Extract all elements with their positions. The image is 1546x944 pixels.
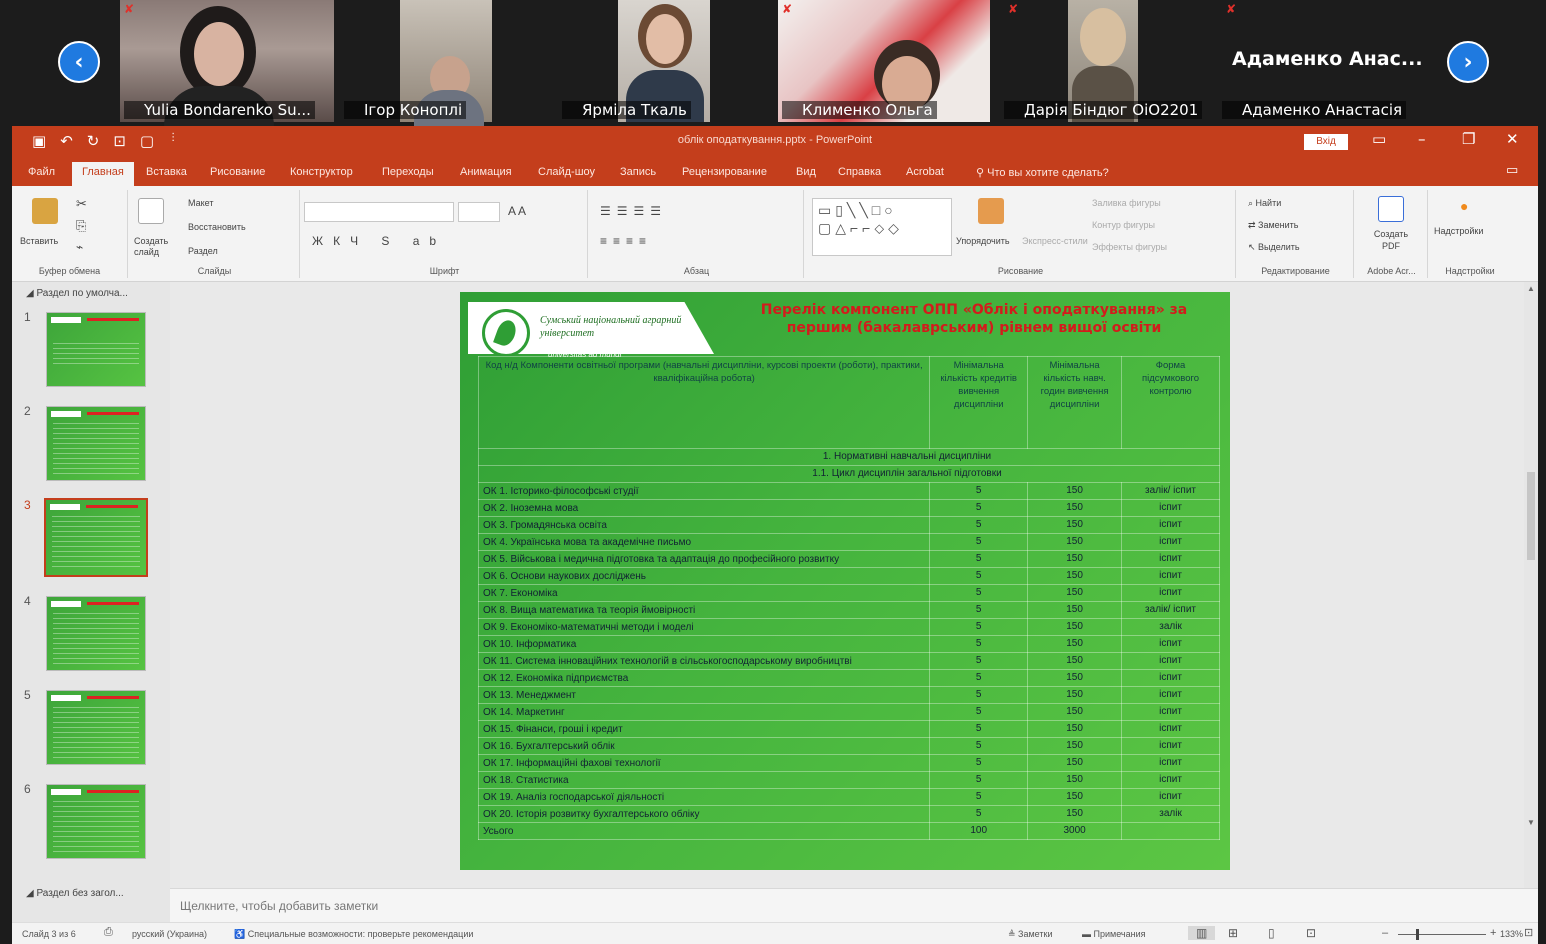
credits-cell: 5 <box>930 619 1028 636</box>
thumbnail-number: 6 <box>24 782 31 796</box>
control-cell: іспит <box>1122 738 1220 755</box>
slide-thumbnail[interactable] <box>46 406 146 481</box>
scroll-thumb[interactable] <box>1527 472 1535 560</box>
hours-cell: 150 <box>1028 585 1122 602</box>
notes-button[interactable] <box>1008 929 1052 940</box>
header-components: Код н/д Компоненти освітньої програми (навчальні дисципліни, курсові проекти (роботи), практики, кваліфікаційна робота) <box>479 357 930 449</box>
participant-name: Yulia Bondarenko Su... <box>124 101 315 119</box>
table-row <box>479 551 1220 568</box>
muted-mic-icon: ✘ <box>782 2 793 16</box>
credits-cell: 5 <box>930 517 1028 534</box>
reset-button[interactable]: Восстановить <box>188 222 246 232</box>
addins-group-label: Надстройки <box>1445 266 1495 276</box>
hours-cell: 150 <box>1028 653 1122 670</box>
table-row <box>479 806 1220 823</box>
zoom-in-icon[interactable]: + <box>1490 927 1497 939</box>
ribbon <box>12 186 1538 282</box>
credits-cell: 5 <box>930 636 1028 653</box>
shape-fill-button[interactable]: Заливка фигуры <box>1092 198 1161 208</box>
slideshow-view-icon[interactable]: ⊡ <box>1306 926 1317 940</box>
search-icon: ⌕ <box>1248 198 1256 208</box>
credits-cell: 5 <box>930 585 1028 602</box>
participant-strip <box>0 0 1546 124</box>
control-cell: іспит <box>1122 585 1220 602</box>
tell-me-search[interactable] <box>976 166 1109 179</box>
status-bar <box>12 922 1538 944</box>
slide[interactable] <box>460 292 1230 870</box>
replace-label: Заменить <box>1258 220 1299 230</box>
normal-view-icon[interactable]: ▥ <box>1188 926 1215 940</box>
undo-icon[interactable]: ↶ <box>60 132 73 150</box>
comments-icon[interactable]: ▭ <box>1506 163 1519 178</box>
component-name: ОК 5. Військова і медична підготовка та адаптація до професійного розвитку <box>479 551 930 568</box>
tell-me-text: Что вы хотите сделать? <box>987 167 1109 179</box>
muted-mic-icon: ✘ <box>1226 2 1237 16</box>
tab-transitions[interactable]: Переходы <box>382 166 434 178</box>
paragraph-group-label: Абзац <box>683 266 710 276</box>
sign-in-button[interactable]: Вхід <box>1304 134 1348 150</box>
control-cell: залік <box>1122 619 1220 636</box>
table-row <box>479 619 1220 636</box>
format-painter-icon[interactable]: ⌁ <box>76 240 84 254</box>
collapse-icon: ◢ <box>26 888 37 899</box>
control-cell: іспит <box>1122 534 1220 551</box>
logo-motto: universitas ad mundi <box>548 350 622 359</box>
participant-label-area <box>1004 0 1204 122</box>
save-icon[interactable]: ▣ <box>32 132 47 150</box>
hours-cell: 3000 <box>1028 823 1122 840</box>
tab-help[interactable]: Справка <box>838 166 882 178</box>
language-indicator[interactable]: русский (Украина) <box>132 929 208 939</box>
thumbnail-number: 5 <box>24 688 31 702</box>
table-row <box>479 738 1220 755</box>
copy-icon[interactable]: ⎘ <box>76 218 87 233</box>
hours-cell: 150 <box>1028 551 1122 568</box>
muted-mic-icon: ✘ <box>1008 2 1019 16</box>
component-name: ОК 10. Інформатика <box>479 636 930 653</box>
scroll-up-icon[interactable]: ▲ <box>1527 284 1535 293</box>
lightbulb-icon: ⚲ <box>976 167 985 179</box>
credits-cell: 5 <box>930 483 1028 500</box>
credits-cell: 5 <box>930 721 1028 738</box>
hours-cell: 150 <box>1028 483 1122 500</box>
list-icons[interactable]: ☰☰☰☰ <box>600 204 668 218</box>
customize-icon[interactable]: ⋮ <box>168 132 179 143</box>
control-cell: іспит <box>1122 653 1220 670</box>
control-cell: іспит <box>1122 551 1220 568</box>
shapes-icons: ▢△⌐⌐⬦◇ <box>818 220 903 236</box>
hours-cell: 150 <box>1028 670 1122 687</box>
addins-icon[interactable]: ● <box>1460 198 1469 214</box>
header-hours: Мінімальна кількість навч. годин вивчення дисципліни <box>1028 357 1122 449</box>
window-title: облік оподаткування.pptx - PowerPoint <box>677 134 873 146</box>
hours-cell: 150 <box>1028 636 1122 653</box>
control-cell: іспит <box>1122 568 1220 585</box>
credits-cell: 5 <box>930 568 1028 585</box>
editing-group <box>1238 190 1354 278</box>
thumbnail-number: 4 <box>24 594 31 608</box>
tab-view[interactable]: Вид <box>796 166 816 178</box>
hours-cell: 150 <box>1028 687 1122 704</box>
select-button[interactable] <box>1248 242 1300 253</box>
cut-icon[interactable]: ✂ <box>76 196 87 211</box>
component-name: ОК 11. Система інноваційних технологій в сільськогосподарському виробництві <box>479 653 930 670</box>
table-row <box>479 517 1220 534</box>
accessibility-icon: ♿ <box>234 929 248 939</box>
quick-styles-button[interactable]: Экспресс-стили <box>1022 236 1088 246</box>
participant-tile[interactable] <box>582 0 710 122</box>
table-row <box>479 687 1220 704</box>
control-cell: іспит <box>1122 704 1220 721</box>
ribbon-display-icon[interactable]: ▭ <box>1372 130 1387 148</box>
pdf-icon[interactable] <box>1378 196 1404 222</box>
leaf-emblem-icon <box>482 309 530 357</box>
component-name: ОК 2. Іноземна мова <box>479 500 930 517</box>
logo-text: Сумський національний аграрний університет <box>540 315 682 339</box>
component-name: ОК 8. Вища математика та теорія ймовірності <box>479 602 930 619</box>
credits-cell: 5 <box>930 551 1028 568</box>
shape-effects-button[interactable]: Эффекты фигуры <box>1092 242 1168 252</box>
participant-name: Клименко Ольга <box>782 101 937 119</box>
credits-cell: 5 <box>930 755 1028 772</box>
accessibility-text: Специальные возможности: проверьте рекомендации <box>247 929 474 939</box>
hours-cell: 150 <box>1028 789 1122 806</box>
vertical-scrollbar[interactable] <box>1524 282 1538 888</box>
control-cell: залік <box>1122 806 1220 823</box>
hours-cell: 150 <box>1028 602 1122 619</box>
component-name: ОК 17. Інформаційні фахові технології <box>479 755 930 772</box>
addins-group <box>1430 190 1510 278</box>
university-logo <box>468 302 708 359</box>
slide-thumbnail[interactable] <box>46 784 146 859</box>
header-control: Форма підсумкового контролю <box>1122 357 1220 449</box>
paste-button[interactable]: Вставить <box>20 236 59 246</box>
font-size-field[interactable] <box>458 202 500 222</box>
component-name: ОК 7. Економіка <box>479 585 930 602</box>
find-label: Найти <box>1255 198 1282 208</box>
table-row <box>479 670 1220 687</box>
reading-view-icon[interactable]: ▯ <box>1268 926 1275 940</box>
shape-outline-button[interactable]: Контур фигуры <box>1092 220 1155 230</box>
font-formatting-icons[interactable]: ЖКЧ S ab <box>312 234 447 248</box>
component-name: ОК 1. Історико-філософські студії <box>479 483 930 500</box>
drawing-group <box>806 190 1236 278</box>
header-credits: Мінімальна кількість кредитів вивчення дисципліни <box>930 357 1028 449</box>
tab-acrobat[interactable]: Acrobat <box>906 166 944 178</box>
ribbon-tabs <box>12 158 1538 186</box>
credits-cell: 5 <box>930 500 1028 517</box>
table-row <box>479 721 1220 738</box>
component-name: ОК 18. Статистика <box>479 772 930 789</box>
thumbnail-number: 1 <box>24 310 31 324</box>
component-name: ОК 6. Основи наукових досліджень <box>479 568 930 585</box>
control-cell: іспит <box>1122 789 1220 806</box>
component-name: ОК 3. Громадянська освіта <box>479 517 930 534</box>
participant-name: Ярміла Ткаль <box>562 101 691 119</box>
control-cell: залік/ іспит <box>1122 483 1220 500</box>
font-name-field[interactable] <box>304 202 454 222</box>
slideshow-icon[interactable]: ⊡ <box>113 132 126 150</box>
participant-tile[interactable] <box>364 0 492 122</box>
select-label: Выделить <box>1258 242 1300 252</box>
control-cell: іспит <box>1122 721 1220 738</box>
table-row <box>479 568 1220 585</box>
slide-thumbnail-active[interactable] <box>44 498 148 577</box>
hours-cell: 150 <box>1028 772 1122 789</box>
section-header-default[interactable] <box>26 288 128 299</box>
credits-cell: 5 <box>930 534 1028 551</box>
clipboard-group-label: Буфер обмена <box>38 266 101 276</box>
hours-cell: 150 <box>1028 568 1122 585</box>
tab-slideshow[interactable]: Слайд-шоу <box>538 166 596 178</box>
slide-title: Перелік компонент ОПП «Облік і оподаткування» за першим (бакалаврським) рівнем вищої освіти <box>760 302 1188 336</box>
component-name: ОК 12. Економіка підприємства <box>479 670 930 687</box>
minimize-icon[interactable]: – <box>1418 130 1426 148</box>
title-bar <box>12 126 1538 158</box>
fit-to-window-icon[interactable]: ⊡ <box>1524 927 1534 939</box>
participant-name: Дарія Біндюг ОіО2201 <box>1004 101 1202 119</box>
hours-cell: 150 <box>1028 619 1122 636</box>
notes-icon: ≜ <box>1008 929 1019 939</box>
participant-name: Адаменко Анастасія <box>1222 101 1406 119</box>
participant-tile[interactable] <box>778 0 990 122</box>
tab-design[interactable]: Конструктор <box>290 166 353 178</box>
component-name: Усього <box>479 823 930 840</box>
credits-cell: 5 <box>930 772 1028 789</box>
slide-thumbnails-pane <box>12 282 170 902</box>
components-table <box>478 356 1220 840</box>
tab-review[interactable]: Рецензирование <box>682 166 767 178</box>
arrange-icon[interactable] <box>978 198 1004 224</box>
participant-tile[interactable] <box>120 0 334 122</box>
zoom-level[interactable]: 133% <box>1500 929 1524 939</box>
credits-cell: 5 <box>930 687 1028 704</box>
new-slide-icon[interactable] <box>138 198 164 224</box>
section-row: 1. Нормативні навчальні дисципліни <box>479 449 1220 466</box>
redo-icon[interactable]: ↻ <box>86 132 100 150</box>
hours-cell: 150 <box>1028 721 1122 738</box>
hours-cell: 150 <box>1028 704 1122 721</box>
slide-thumbnail[interactable] <box>46 596 146 671</box>
control-cell: іспит <box>1122 772 1220 789</box>
zoom-slider[interactable] <box>1398 934 1486 935</box>
table-row <box>479 585 1220 602</box>
comments-button[interactable] <box>1082 929 1145 939</box>
tab-animations[interactable]: Анимация <box>460 166 512 178</box>
table-row <box>479 636 1220 653</box>
tab-record[interactable]: Запись <box>620 166 657 178</box>
hours-cell: 150 <box>1028 534 1122 551</box>
slide-counter: Слайд 3 из 6 <box>22 929 76 939</box>
tab-home[interactable]: Главная <box>72 162 134 186</box>
table-row <box>479 602 1220 619</box>
editing-group-label: Редактирование <box>1261 266 1330 276</box>
control-cell: іспит <box>1122 755 1220 772</box>
credits-cell: 100 <box>930 823 1028 840</box>
table-row <box>479 500 1220 517</box>
hours-cell: 150 <box>1028 755 1122 772</box>
shapes-icons: ▭▯╲╲□○ <box>818 202 897 218</box>
subsection-row: 1.1. Цикл дисциплін загальної підготовки <box>479 466 1220 483</box>
new-slide-button[interactable]: Создать слайд <box>134 236 169 257</box>
hours-cell: 150 <box>1028 500 1122 517</box>
table-row <box>479 653 1220 670</box>
section-header-untitled[interactable] <box>26 888 124 899</box>
control-cell: іспит <box>1122 636 1220 653</box>
collapse-icon: ◢ <box>26 288 37 299</box>
paste-icon[interactable] <box>32 198 58 224</box>
hours-cell: 150 <box>1028 517 1122 534</box>
grow-font-icon[interactable]: A A <box>508 204 527 218</box>
paragraph-group <box>590 190 804 278</box>
close-icon[interactable]: ✕ <box>1506 130 1519 148</box>
align-icons[interactable]: ≡≡≡≡ <box>600 234 653 248</box>
table-body <box>479 449 1220 840</box>
thumbnail-number: 2 <box>24 404 31 418</box>
section-button[interactable]: Раздел <box>188 246 218 256</box>
font-group <box>302 190 588 278</box>
component-name: ОК 14. Маркетинг <box>479 704 930 721</box>
slide-thumbnail[interactable] <box>46 312 146 387</box>
tab-insert[interactable]: Вставка <box>146 166 187 178</box>
spellcheck-icon[interactable]: ⎙ <box>104 926 113 938</box>
component-name: ОК 20. Історія розвитку бухгалтерського обліку <box>479 806 930 823</box>
component-name: ОК 9. Економіко-математичні методи і моделі <box>479 619 930 636</box>
powerpoint-window <box>12 126 1538 944</box>
table-row <box>479 755 1220 772</box>
find-button[interactable] <box>1248 198 1281 209</box>
zoom-slider-handle[interactable] <box>1416 929 1419 940</box>
slide-thumbnail[interactable] <box>46 690 146 765</box>
create-pdf-button[interactable]: Создать PDF <box>1373 229 1409 251</box>
acrobat-group <box>1356 190 1428 278</box>
table-row <box>479 789 1220 806</box>
component-name: ОК 15. Фінанси, гроші і кредит <box>479 721 930 738</box>
font-group-label: Шрифт <box>429 266 460 276</box>
table-row <box>479 704 1220 721</box>
tab-file[interactable]: Файл <box>28 166 56 178</box>
credits-cell: 5 <box>930 670 1028 687</box>
credits-cell: 5 <box>930 602 1028 619</box>
slide-canvas <box>170 282 1524 888</box>
comments-btn-label: Примечания <box>1093 929 1146 939</box>
next-page-button[interactable] <box>1447 41 1489 83</box>
restore-icon[interactable]: ❐ <box>1462 130 1476 148</box>
control-cell: іспит <box>1122 500 1220 517</box>
notes-pane[interactable] <box>170 888 1538 922</box>
active-speaker-name: Адаменко Анас... <box>1232 48 1423 70</box>
hours-cell: 150 <box>1028 738 1122 755</box>
drawing-group-label: Рисование <box>997 266 1044 276</box>
scroll-down-icon[interactable]: ▼ <box>1527 818 1535 827</box>
slide-sorter-icon[interactable]: ⊞ <box>1228 926 1239 940</box>
thumbnail-number: 3 <box>24 498 31 512</box>
participant-name: Ігор Коноплі <box>344 101 466 119</box>
component-name: ОК 16. Бухгалтерський облік <box>479 738 930 755</box>
credits-cell: 5 <box>930 704 1028 721</box>
new-file-icon[interactable]: ▢ <box>139 132 155 150</box>
slides-group <box>130 190 300 278</box>
component-name: ОК 19. Аналіз господарської діяльності <box>479 789 930 806</box>
credits-cell: 5 <box>930 653 1028 670</box>
replace-button[interactable] <box>1248 220 1299 231</box>
component-name: ОК 13. Менеджмент <box>479 687 930 704</box>
tab-draw[interactable]: Рисование <box>210 166 266 178</box>
accessibility-status[interactable] <box>234 929 473 940</box>
credits-cell: 5 <box>930 789 1028 806</box>
hours-cell: 150 <box>1028 806 1122 823</box>
total-row <box>479 823 1220 840</box>
control-cell: іспит <box>1122 670 1220 687</box>
control-cell <box>1122 823 1220 840</box>
section-header-label: Раздел по умолча... <box>36 288 128 299</box>
table-row <box>479 483 1220 500</box>
table-row <box>479 772 1220 789</box>
layout-button[interactable]: Макет <box>188 198 214 208</box>
chevron-left-icon: ‹ <box>74 49 84 75</box>
credits-cell: 5 <box>930 738 1028 755</box>
control-cell: залік/ іспит <box>1122 602 1220 619</box>
component-name: ОК 4. Українська мова та академічне письмо <box>479 534 930 551</box>
chevron-right-icon: › <box>1463 49 1473 75</box>
replace-icon: ⇄ <box>1248 220 1259 230</box>
addins-button[interactable]: Надстройки <box>1434 226 1484 236</box>
slides-group-label: Слайды <box>197 266 232 276</box>
control-cell: іспит <box>1122 687 1220 704</box>
control-cell: іспит <box>1122 517 1220 534</box>
section-header-label: Раздел без загол... <box>36 888 124 899</box>
clipboard-group <box>12 190 128 278</box>
notes-placeholder: Щелкните, чтобы добавить заметки <box>180 899 379 913</box>
acrobat-group-label: Adobe Acr... <box>1367 266 1416 276</box>
notes-btn-label: Заметки <box>1018 929 1053 939</box>
comment-icon: ▬ <box>1082 929 1094 939</box>
zoom-out-icon[interactable]: – <box>1382 927 1389 939</box>
prev-page-button[interactable] <box>58 41 100 83</box>
table-row <box>479 534 1220 551</box>
muted-mic-icon: ✘ <box>124 2 135 16</box>
arrange-button[interactable]: Упорядочить <box>956 236 1010 246</box>
cursor-icon: ↖ <box>1248 242 1259 252</box>
credits-cell: 5 <box>930 806 1028 823</box>
